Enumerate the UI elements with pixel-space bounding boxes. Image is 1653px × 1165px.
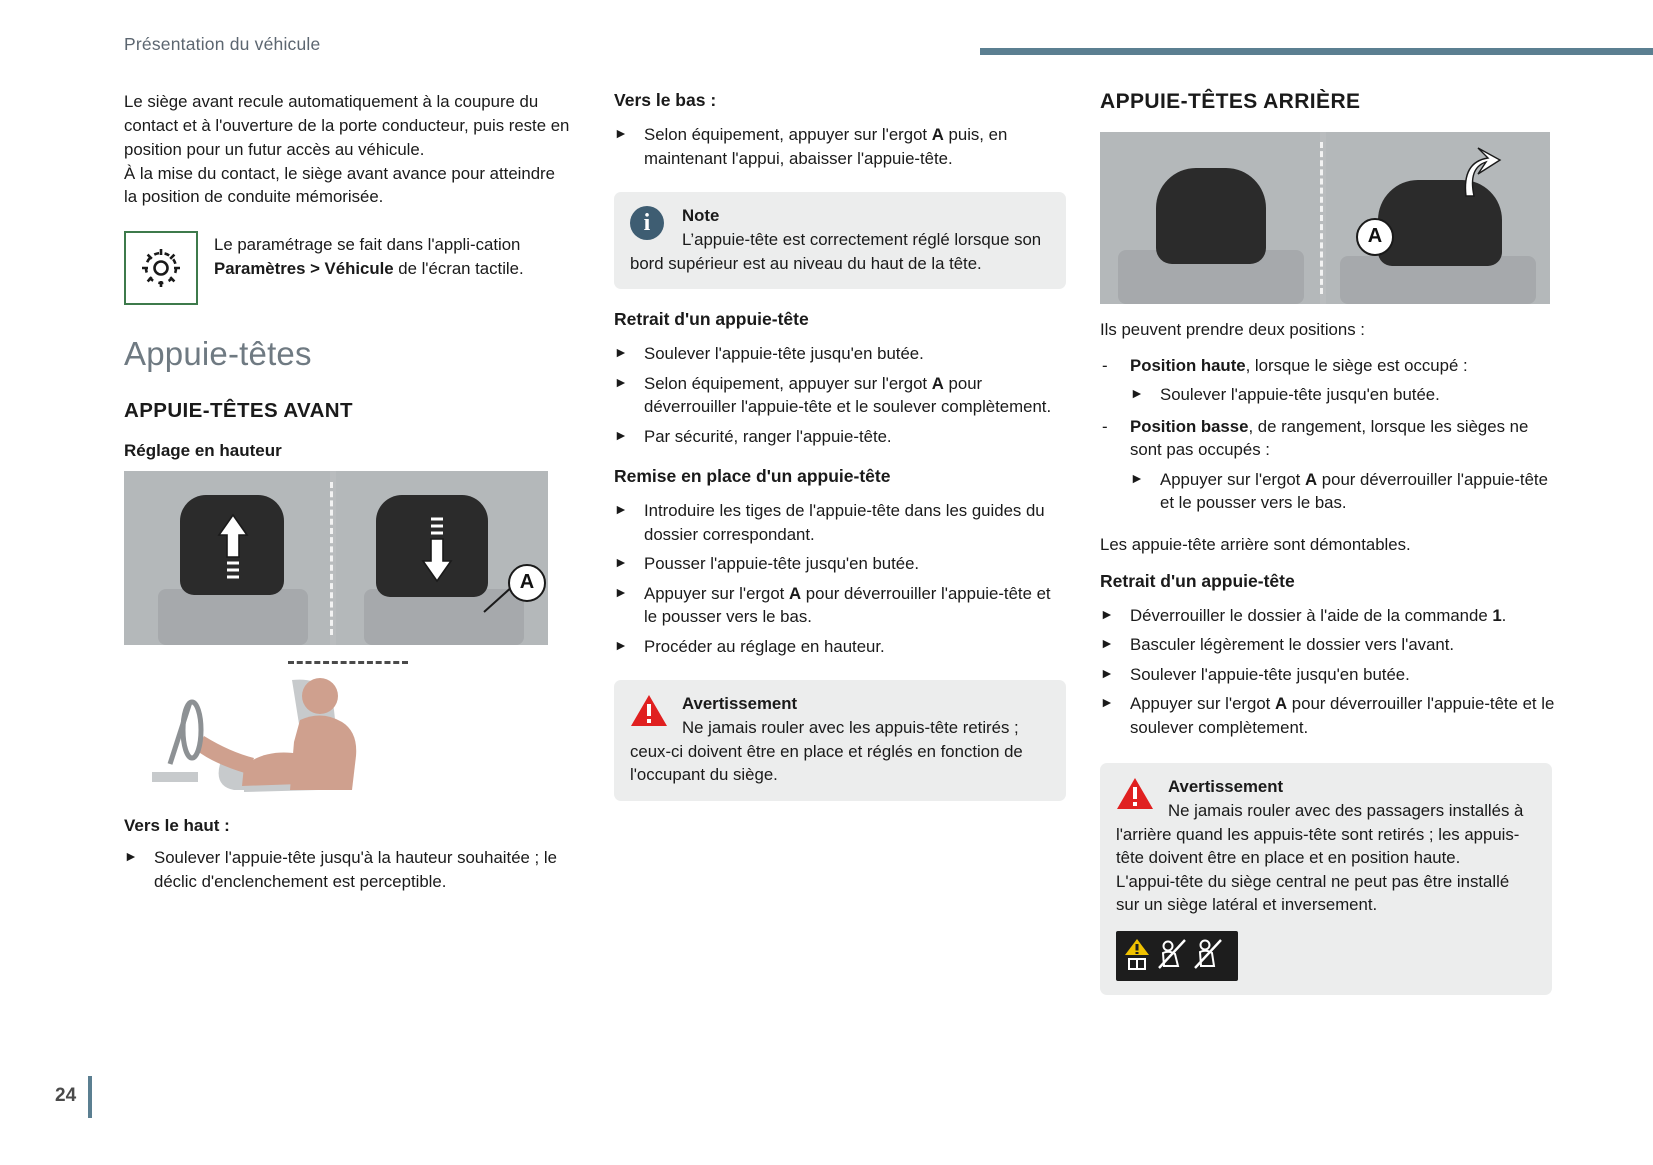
- note-box-label: Note: [682, 206, 720, 226]
- warning-icon: [630, 694, 668, 728]
- list-item: ► Appuyer sur l'ergot A pour déverrouiller l'appuie-tête et le pousser vers le bas.: [614, 583, 1051, 627]
- down-direction-title: Vers le bas :: [614, 90, 717, 110]
- dash-marker: -: [1102, 416, 1108, 436]
- header-rule: [980, 48, 1653, 55]
- warning-box-right: [1100, 763, 1552, 995]
- down-direction-list: [614, 123, 1066, 170]
- note-box: [614, 192, 1066, 289]
- column-right: [1100, 90, 1560, 995]
- list-item: ► Soulever l'appuie-tête jusqu'en butée.: [1130, 385, 1440, 405]
- column-left: [124, 90, 572, 899]
- rear-headrest-illustration: [1100, 132, 1550, 304]
- intro-paragraph: Le siège avant recule automatiquement à la coupure du contact et à l'ouverture de la porte conducteur, puis reste en position pour un futur accès au véhicule. À la mise du contact, le siège avant avance pour atteindre la position de conduite mémorisée.: [124, 92, 570, 207]
- positions-list: [1100, 354, 1560, 515]
- position-item: - Position basse, de rangement, lorsque les sièges ne sont pas occupés :: [1102, 416, 1529, 460]
- dash-marker: -: [1102, 355, 1108, 375]
- position-sub-list: [1100, 383, 1560, 407]
- info-icon: i: [630, 206, 664, 240]
- page-number: 24: [55, 1085, 77, 1106]
- bullet-arrow-icon: ►: [614, 636, 628, 653]
- bullet-arrow-icon: ►: [614, 344, 628, 361]
- settings-note-text: Le paramétrage se fait dans l'appli-cation Paramètres > Véhicule de l'écran tactile.: [214, 235, 524, 279]
- bullet-arrow-icon: ►: [614, 426, 628, 443]
- list-item: ► Appuyer sur l'ergot A pour déverrouiller l'appuie-tête et le soulever complètement.: [1100, 694, 1555, 737]
- settings-note: [124, 231, 572, 305]
- refit-title: Remise en place d'un appuie-tête: [614, 466, 891, 487]
- position-sub-list: [1100, 468, 1560, 515]
- note-box-text: L’appuie-tête est correctement réglé lorsque son bord supérieur est au niveau du haut de la tête.: [630, 230, 1042, 273]
- up-direction-list: [124, 846, 572, 893]
- page-header-title: Présentation du véhicule: [124, 34, 321, 54]
- bullet-arrow-icon: ►: [614, 583, 628, 600]
- warning-box-label: Avertissement: [1168, 777, 1284, 797]
- gear-icon: [124, 231, 198, 305]
- callout-a-front: A: [508, 564, 546, 602]
- warning-box-text: Ne jamais rouler avec des passagers installés à l'arrière quand les appuis-tête sont retirés ; les appuis-tête doivent être en place et en position haute. L'appui-tête du siège central ne peut pas être installé sur un siège latéral et inversement.: [1116, 801, 1524, 915]
- subsection-front-headrests: APPUIE-TÊTES AVANT: [124, 399, 353, 423]
- bullet-arrow-icon: ►: [1130, 469, 1144, 486]
- bullet-arrow-icon: ►: [1100, 664, 1114, 681]
- no-child-seat-picto: [1156, 937, 1188, 975]
- position-item: - Position haute, lorsque le siège est occupé :: [1100, 354, 1560, 378]
- list-item: ► Procéder au réglage en hauteur.: [614, 636, 885, 656]
- list-item: ► Soulever l'appuie-tête jusqu'à la hauteur souhaitée ; le déclic d'enclenchement est perceptible.: [124, 848, 557, 891]
- list-item: ► Soulever l'appuie-tête jusqu'en butée.: [1100, 664, 1410, 684]
- warning-triangle-book-picto: [1122, 937, 1152, 975]
- bullet-arrow-icon: ►: [614, 554, 628, 571]
- warning-box-text: Ne jamais rouler avec les appuis-tête retirés ; ceux-ci doivent être en place et réglés en fonction de l'occupant du siège.: [630, 718, 1023, 785]
- warning-box-middle: [614, 680, 1066, 801]
- illustration-separator: [288, 661, 408, 664]
- positions-intro: Ils peuvent prendre deux positions :: [1100, 320, 1365, 339]
- column-middle: [614, 90, 1066, 801]
- rear-removal-list: [1100, 604, 1560, 740]
- warning-pictograms: [1116, 931, 1238, 981]
- list-item: ► Basculer légèrement le dossier vers l'avant.: [1100, 635, 1455, 655]
- list-item: ► Par sécurité, ranger l'appuie-tête.: [614, 426, 892, 446]
- warning-box-label: Avertissement: [682, 694, 798, 714]
- list-item: ► Soulever l'appuie-tête jusqu'en butée.: [614, 344, 924, 364]
- list-item: ► Pousser l'appuie-tête jusqu'en butée.: [614, 554, 920, 574]
- front-headrest-adjustment-illustration: [124, 471, 548, 645]
- bullet-arrow-icon: ►: [1100, 605, 1114, 622]
- refit-list: [614, 499, 1066, 658]
- warning-icon: [1116, 777, 1154, 811]
- subsection-rear-headrests: APPUIE-TÊTES ARRIÈRE: [1100, 90, 1361, 113]
- bullet-arrow-icon: ►: [124, 848, 138, 865]
- bullet-arrow-icon: ►: [614, 125, 628, 141]
- list-item: ► Introduire les tiges de l'appuie-tête dans les guides du dossier correspondant.: [614, 501, 1045, 544]
- page-number-bar: [88, 1076, 92, 1118]
- callout-a-rear: A: [1356, 218, 1394, 256]
- list-item: ► Appuyer sur l'ergot A pour déverrouiller l'appuie-tête et le pousser vers le bas.: [1130, 469, 1548, 513]
- bullet-arrow-icon: ►: [614, 373, 628, 390]
- bullet-arrow-icon: ►: [1130, 385, 1144, 402]
- bullet-arrow-icon: ►: [1100, 635, 1114, 652]
- driver-seating-position-illustration: [124, 672, 548, 802]
- page-title: Appuie-têtes: [124, 335, 312, 373]
- rear-removal-title: Retrait d'un appuie-tête: [1100, 570, 1295, 591]
- list-item: ► Selon équipement, appuyer sur l'ergot A pour déverrouiller l'appuie-tête et le soulever complètement.: [614, 373, 1052, 417]
- up-direction-title: Vers le haut :: [124, 816, 230, 836]
- removable-note: Les appuie-tête arrière sont démontables.: [1100, 534, 1411, 554]
- removal-title: Retrait d'un appuie-tête: [614, 309, 809, 330]
- removal-list: [614, 342, 1066, 448]
- list-item: ► Selon équipement, appuyer sur l'ergot A puis, en maintenant l'appui, abaisser l'appuie-tête.: [614, 125, 1008, 168]
- no-seatbelt-picto: [1192, 937, 1224, 975]
- bullet-arrow-icon: ►: [614, 501, 628, 518]
- list-item: ► Déverrouiller le dossier à l'aide de la commande 1.: [1100, 605, 1507, 625]
- bullet-arrow-icon: ►: [1100, 694, 1114, 711]
- height-adjustment-title: Réglage en hauteur: [124, 441, 282, 461]
